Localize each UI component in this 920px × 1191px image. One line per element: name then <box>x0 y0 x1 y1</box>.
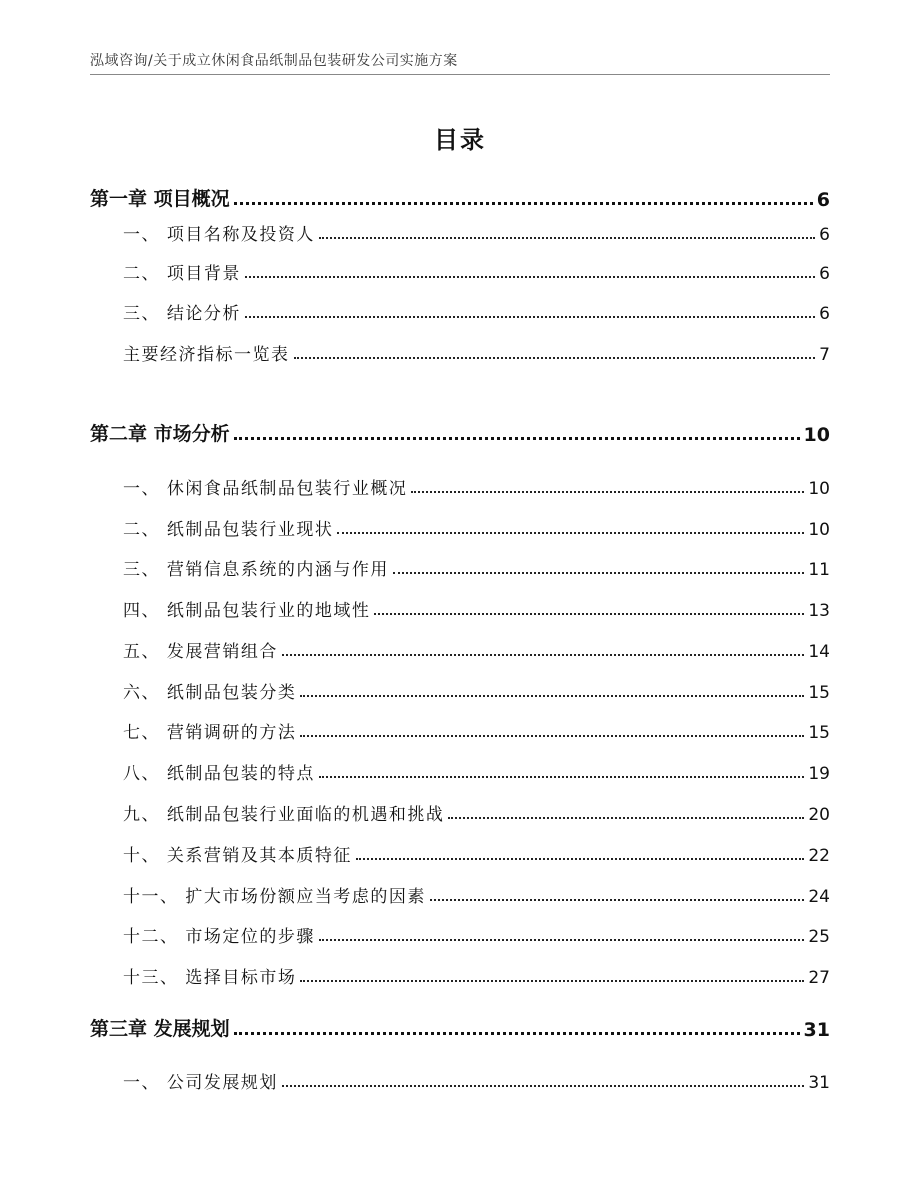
dot-leader <box>300 980 804 982</box>
toc-entry-label: 六、 纸制品包装分类 <box>123 683 297 703</box>
dot-leader <box>393 572 804 574</box>
toc-entry-page-number: 6 <box>816 189 830 211</box>
toc-entry-page-number: 6 <box>819 304 830 324</box>
dot-leader <box>300 735 804 737</box>
toc-entry-label: 第三章 发展规划 <box>90 1018 230 1040</box>
dot-leader <box>282 654 804 656</box>
toc-entry-page-number: 6 <box>819 225 830 245</box>
toc-section-entry[interactable] <box>123 299 830 324</box>
dot-leader <box>294 357 816 359</box>
dot-leader <box>234 1032 800 1035</box>
toc-entry-label: 主要经济指标一览表 <box>123 345 290 365</box>
toc-entry-label: 四、 纸制品包装行业的地域性 <box>123 601 371 621</box>
toc-entry-page-number: 22 <box>808 846 830 866</box>
toc-entry-label: 七、 营销调研的方法 <box>123 723 297 743</box>
toc-chapter-entry[interactable] <box>90 184 830 211</box>
toc-entry-label: 三、 营销信息系统的内涵与作用 <box>123 560 389 580</box>
dot-leader <box>337 532 804 534</box>
toc-section-entry[interactable] <box>123 882 830 907</box>
dot-leader <box>245 316 815 318</box>
toc-section-entry[interactable] <box>123 718 830 743</box>
toc-section-entry[interactable] <box>123 678 830 703</box>
dot-leader <box>356 858 804 860</box>
toc-entry-page-number: 15 <box>808 723 830 743</box>
toc-entry-page-number: 14 <box>808 642 830 662</box>
dot-leader <box>411 491 804 493</box>
toc-entry-page-number: 6 <box>819 264 830 284</box>
toc-entry-page-number: 31 <box>808 1073 830 1093</box>
toc-entry-label: 一、 公司发展规划 <box>123 1073 278 1093</box>
toc-entry-page-number: 13 <box>808 601 830 621</box>
dot-leader <box>319 237 815 239</box>
toc-entry-page-number: 25 <box>808 927 830 947</box>
dot-leader <box>319 939 804 941</box>
toc-entry-page-number: 31 <box>803 1019 830 1041</box>
toc-entry-page-number: 24 <box>808 887 830 907</box>
toc-entry-page-number: 19 <box>808 764 830 784</box>
toc-section-entry[interactable] <box>123 474 830 499</box>
toc-section-entry[interactable] <box>123 759 830 784</box>
toc-entry-label: 十、 关系营销及其本质特征 <box>123 846 352 866</box>
toc-entry-label: 十二、 市场定位的步骤 <box>123 927 315 947</box>
dot-leader <box>374 613 804 615</box>
toc-section-entry[interactable] <box>123 800 830 825</box>
header-rule <box>90 74 830 75</box>
dot-leader <box>282 1085 804 1087</box>
toc-section-entry[interactable] <box>123 596 830 621</box>
toc-entry-page-number: 27 <box>808 968 830 988</box>
running-header: 泓域咨询/关于成立休闲食品纸制品包装研发公司实施方案 <box>90 53 458 69</box>
toc-section-entry[interactable] <box>123 963 830 988</box>
toc-section-entry[interactable] <box>123 922 830 947</box>
toc-entry-label: 八、 纸制品包装的特点 <box>123 764 315 784</box>
toc-entry-label: 五、 发展营销组合 <box>123 642 278 662</box>
toc-entry-label: 九、 纸制品包装行业面临的机遇和挑战 <box>123 805 445 825</box>
toc-section-entry[interactable] <box>123 340 830 365</box>
dot-leader <box>430 899 804 901</box>
toc-entry-label: 二、 项目背景 <box>123 264 241 284</box>
toc-title: 目录 <box>434 126 486 154</box>
toc-entry-page-number: 10 <box>808 520 830 540</box>
dot-leader <box>234 202 813 205</box>
toc-section-entry[interactable] <box>123 515 830 540</box>
toc-entry-label: 第一章 项目概况 <box>90 188 230 210</box>
toc-section-entry[interactable] <box>123 1068 830 1093</box>
dot-leader <box>319 776 804 778</box>
toc-entry-label: 二、 纸制品包装行业现状 <box>123 520 334 540</box>
toc-section-entry[interactable] <box>123 220 830 245</box>
toc-entry-page-number: 20 <box>808 805 830 825</box>
toc-entry-label: 一、 项目名称及投资人 <box>123 225 315 245</box>
toc-entry-label: 十一、 扩大市场份额应当考虑的因素 <box>123 887 426 907</box>
toc-section-entry[interactable] <box>123 841 830 866</box>
dot-leader <box>245 276 815 278</box>
toc-section-entry[interactable] <box>123 259 830 284</box>
toc-entry-page-number: 10 <box>808 479 830 499</box>
toc-entry-page-number: 15 <box>808 683 830 703</box>
toc-entry-page-number: 10 <box>803 424 830 446</box>
toc-chapter-entry[interactable] <box>90 1014 830 1041</box>
dot-leader <box>234 437 800 440</box>
toc-entry-page-number: 7 <box>819 345 830 365</box>
toc-section-entry[interactable] <box>123 555 830 580</box>
toc-entry-label: 第二章 市场分析 <box>90 423 230 445</box>
dot-leader <box>300 695 804 697</box>
toc-section-entry[interactable] <box>123 637 830 662</box>
toc-entry-label: 十三、 选择目标市场 <box>123 968 297 988</box>
toc-chapter-entry[interactable] <box>90 419 830 446</box>
dot-leader <box>448 817 804 819</box>
toc-entry-label: 一、 休闲食品纸制品包装行业概况 <box>123 479 408 499</box>
toc-entry-label: 三、 结论分析 <box>123 304 241 324</box>
toc-entry-page-number: 11 <box>808 560 830 580</box>
